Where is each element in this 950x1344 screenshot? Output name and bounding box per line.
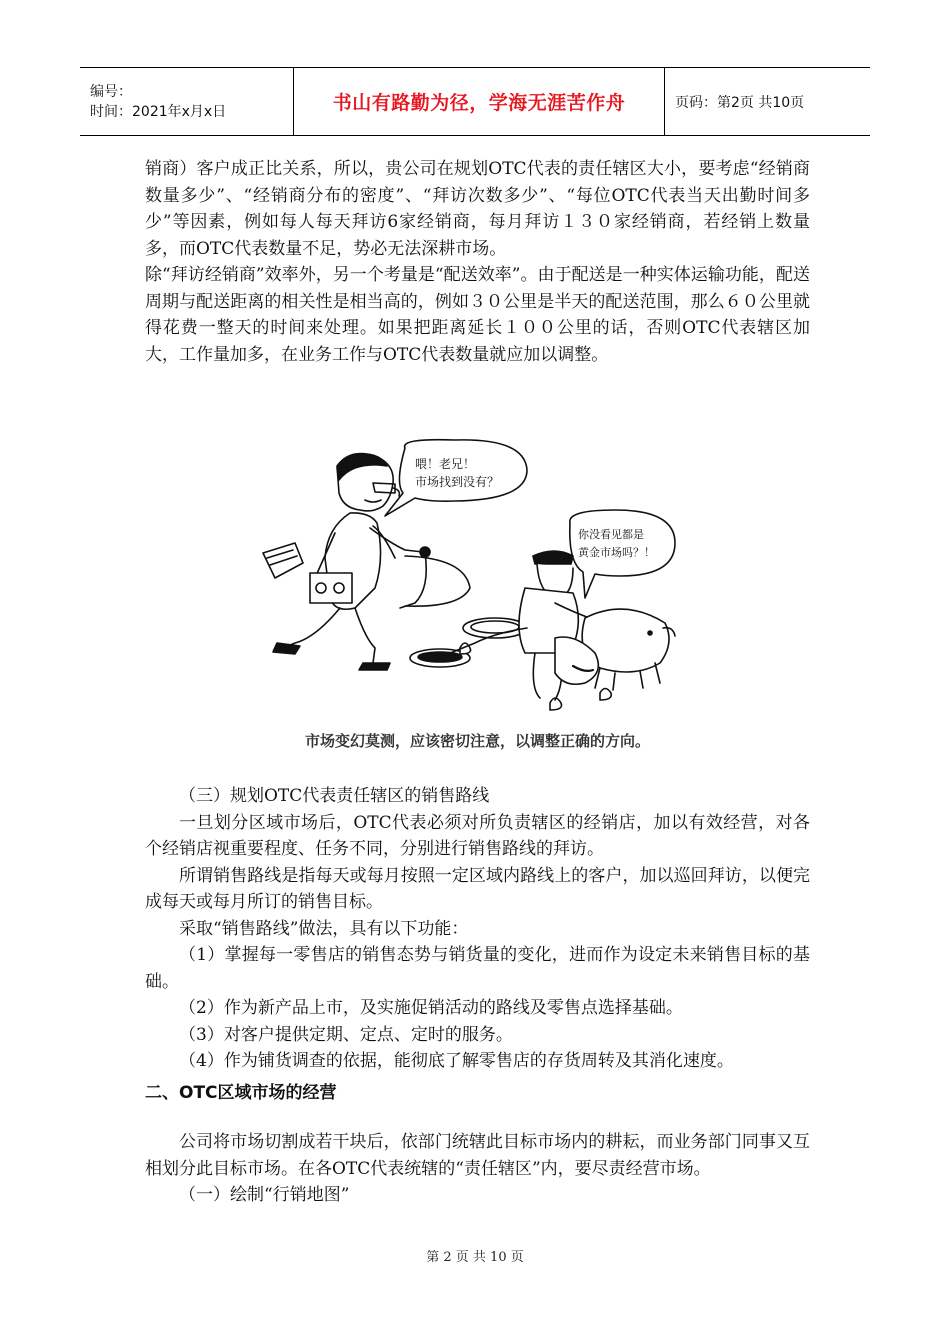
- header-number: 编号：: [90, 83, 132, 100]
- list-item: （4）作为铺货调查的依据，能彻底了解零售店的存货周转及其消化速度。: [179, 1051, 734, 1071]
- page-footer: 第 2 页 共 10 页: [426, 1250, 524, 1265]
- bubble-left-line1: 喂！老兄！: [415, 457, 476, 471]
- paragraph: 采取“销售路线”做法，具有以下功能：: [179, 918, 469, 939]
- paragraph: 所谓销售路线是指每天或每月按照一定区域内路线上的客户，加以巡回拜访，以便完成每天或每月所订的销售目标。: [145, 865, 810, 912]
- section-two: [145, 1080, 810, 1107]
- paragraph: 一旦划分区域市场后，OTC代表必须对所负责辖区的经销店，加以有效经营，对各个经销店视重要程度、任务不同，分别进行销售路线的拜访。: [145, 812, 810, 859]
- bubble-left-line2: 市场找到没有？: [415, 475, 500, 489]
- list-item: （3）对客户提供定期、定点、定时的服务。: [179, 1024, 513, 1045]
- cartoon-caption: 市场变幻莫测，应该密切注意，以调整正确的方向。: [304, 732, 650, 750]
- header-time: 时间：2021年x月x日: [90, 103, 227, 120]
- paragraph: 除“拜访经销商”效率外，另一个考量是“配送效率”。由于配送是一种实体运输功能，配送周期与配送距离的相关性是相当高的，例如３０公里是半天的配送范围，那么６０公里就得花费一整天的时间来处理。如果把距离延长１００公里的话，否则OTC代表辖区加大，工作量加多，在业务工作与OTC代表数量就应加以调整。: [145, 265, 810, 365]
- section-three: [145, 783, 810, 1075]
- section-heading: 二、OTC区域市场的经营: [145, 1083, 337, 1103]
- bubble-right-line2: 黄金市场吗？！: [578, 546, 655, 559]
- subsection-title: （一）绘制“行销地图”: [179, 1185, 350, 1205]
- page-header: [80, 67, 870, 136]
- paragraph: 销商）客户成正比关系，所以，贵公司在规划OTC代表的责任辖区大小，要考虑“经销商数量多少”、“经销商分布的密度”、“拜访次数多少”、“每位OTC代表当天出勤时间多少”等因素，例如每人每天拜访6家经销商，每月拜访１３０家经销商，若经销上数量多，而OTC代表数量不足，势必无法深耕市场。: [145, 159, 810, 259]
- list-item: （1）掌握每一零售店的销售态势与销货量的变化，进而作为设定未来销售目标的基础。: [145, 945, 810, 992]
- header-page-number: 页码：第2页 共10页: [665, 68, 871, 136]
- paragraph: 公司将市场切割成若干块后，依部门统辖此目标市场内的耕耘，而业务部门同事又互相划分此目标市场。在各OTC代表统辖的“责任辖区”内，要尽责经营市场。: [145, 1132, 810, 1179]
- header-meta: [80, 68, 294, 136]
- top-text-block: [145, 156, 810, 368]
- bubble-right-line1: 你没看见都是: [578, 528, 644, 541]
- cartoon-illustration: [255, 438, 700, 723]
- list-item: （2）作为新产品上市，及实施促销活动的路线及零售点选择基础。: [179, 998, 683, 1018]
- section-title: （三）规划OTC代表责任辖区的销售路线: [179, 786, 490, 806]
- section-two-body: [145, 1129, 810, 1209]
- header-motto: 书山有路勤为径，学海无涯苦作舟: [294, 68, 665, 136]
